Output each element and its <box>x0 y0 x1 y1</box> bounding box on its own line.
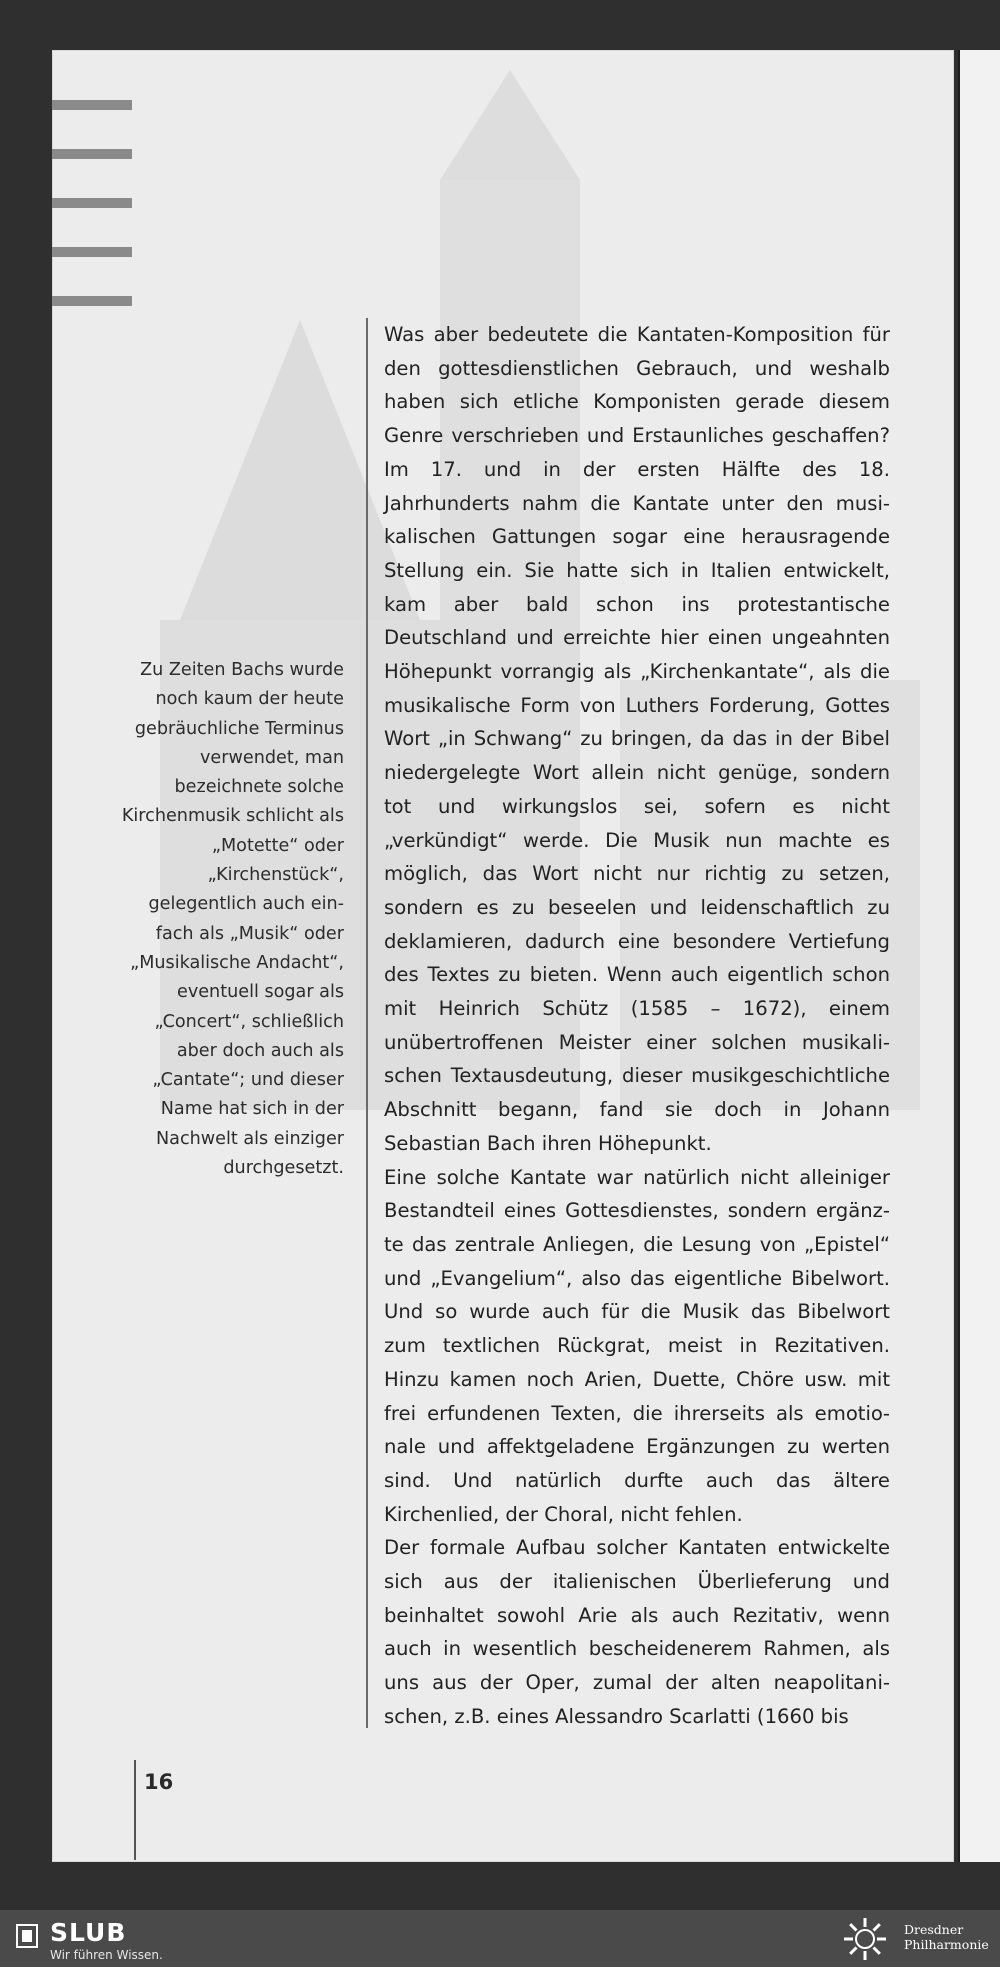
slub-logo-icon[interactable] <box>16 1924 38 1948</box>
main-text-column <box>384 318 890 1734</box>
slub-tagline: Wir führen Wissen. <box>50 1948 163 1962</box>
slub-name[interactable]: SLUB <box>50 1918 127 1947</box>
paragraph: Der formale Aufbau solcher Kantaten entwickelte sich aus der italienischen Überlieferung und beinhaltet sowohl Arie als auch Rezitativ, wenn auch in wesentlich bescheidenerem Rahmen, als uns aus der Oper, zumal der alten neapolitanischen, z.B. eines Alessandro Scarlatti (1660 bis <box>384 1536 890 1728</box>
philharmonie-name[interactable] <box>904 1922 1000 1952</box>
paragraph: Was aber bedeutete die Kantaten-Komposition für den gottesdienstlichen Gebrauch, und weshalb haben sich etliche Komponisten gerade diesem Genre verschrieben und Erstaunliches geschaffen? Im 17. und in der ersten Hälfte des 18. Jahrhunderts nahm die Kantate unter den musikalischen Gattungen sogar eine herausragende Stellung ein. Sie hatte sich in Italien entwickelt, kam aber bald schon ins protestantische Deutschland und erreichte hier einen ungeahnten Höhepunkt vorrangig als „Kirchenkantate“, als die musikalische Form von Luthers Forderung, Gottes Wort „in Schwang“ zu bringen, da das in der Bibel niedergelegte Wort allein nicht genüge, sondern tot und wirkungslos sei, sofern es nicht „verkündigt“ werde. Die Musik nun machte es möglich, das Wort nicht nur richtig zu setzen, sondern es zu beseelen und leidenschaftlich zu deklamieren, dadurch eine besondere Vertiefung des Textes zu bieten. Wenn auch eigentlich schon mit Heinrich Schütz (1585 – 1672), einem unübertroffenen Meister einer solchen musikalischen Textausdeutung, dieser musikgeschichtliche Abschnitt begann, fand sie doch in Johann Sebastian Bach ihren Höhepunkt. <box>384 323 890 1155</box>
next-page-edge <box>958 50 1000 1862</box>
footer-bar <box>0 1910 1000 1967</box>
stripe <box>52 198 132 208</box>
decorative-stripes <box>52 100 132 345</box>
stripe <box>52 247 132 257</box>
stripe <box>52 100 132 110</box>
page-number: 16 <box>144 1770 174 1794</box>
sidebar-note: Zu Zeiten Bachs wurde noch kaum der heute gebräuchliche Terminus verwendet, man bezeichnete solche Kirchenmusik schlicht als „Motette“ oder „Kirchenstück“, gelegentlich auch einfach als „Musik“ oder „Musikalische Andacht“, eventuell sogar als „Concert“, schließlich aber doch auch als „Cantate“; und dieser Name hat sich in der Nachwelt als einziger durchgesetzt. <box>121 660 344 1179</box>
philharmonie-line2: Philharmonie <box>904 1937 989 1952</box>
paragraph: Eine solche Kantate war natürlich nicht alleiniger Bestandteil eines Gottesdienstes, sondern ergänzte das zentrale Anliegen, die Lesung von „Epistel“ und „Evangelium“, also das eigentliche Bibelwort. Und so wurde auch für die Musik das Bibelwort zum textlichen Rückgrat, meist in Rezitativen. Hinzu kamen noch Arien, Duette, Chöre usw. mit frei erfundenen Texten, die ihrerseits als emotionale und affektgeladene Ergänzungen zu werten sind. Und natürlich durfte auch das ältere Kirchenlied, der Choral, nicht fehlen. <box>384 1165 890 1526</box>
stripe <box>52 149 132 159</box>
philharmonie-line1: Dresdner <box>904 1922 964 1937</box>
page-number-rule <box>134 1760 136 1860</box>
stripe <box>52 296 132 306</box>
column-rule <box>366 318 368 1728</box>
philharmonie-sunburst-icon[interactable] <box>840 1916 890 1962</box>
